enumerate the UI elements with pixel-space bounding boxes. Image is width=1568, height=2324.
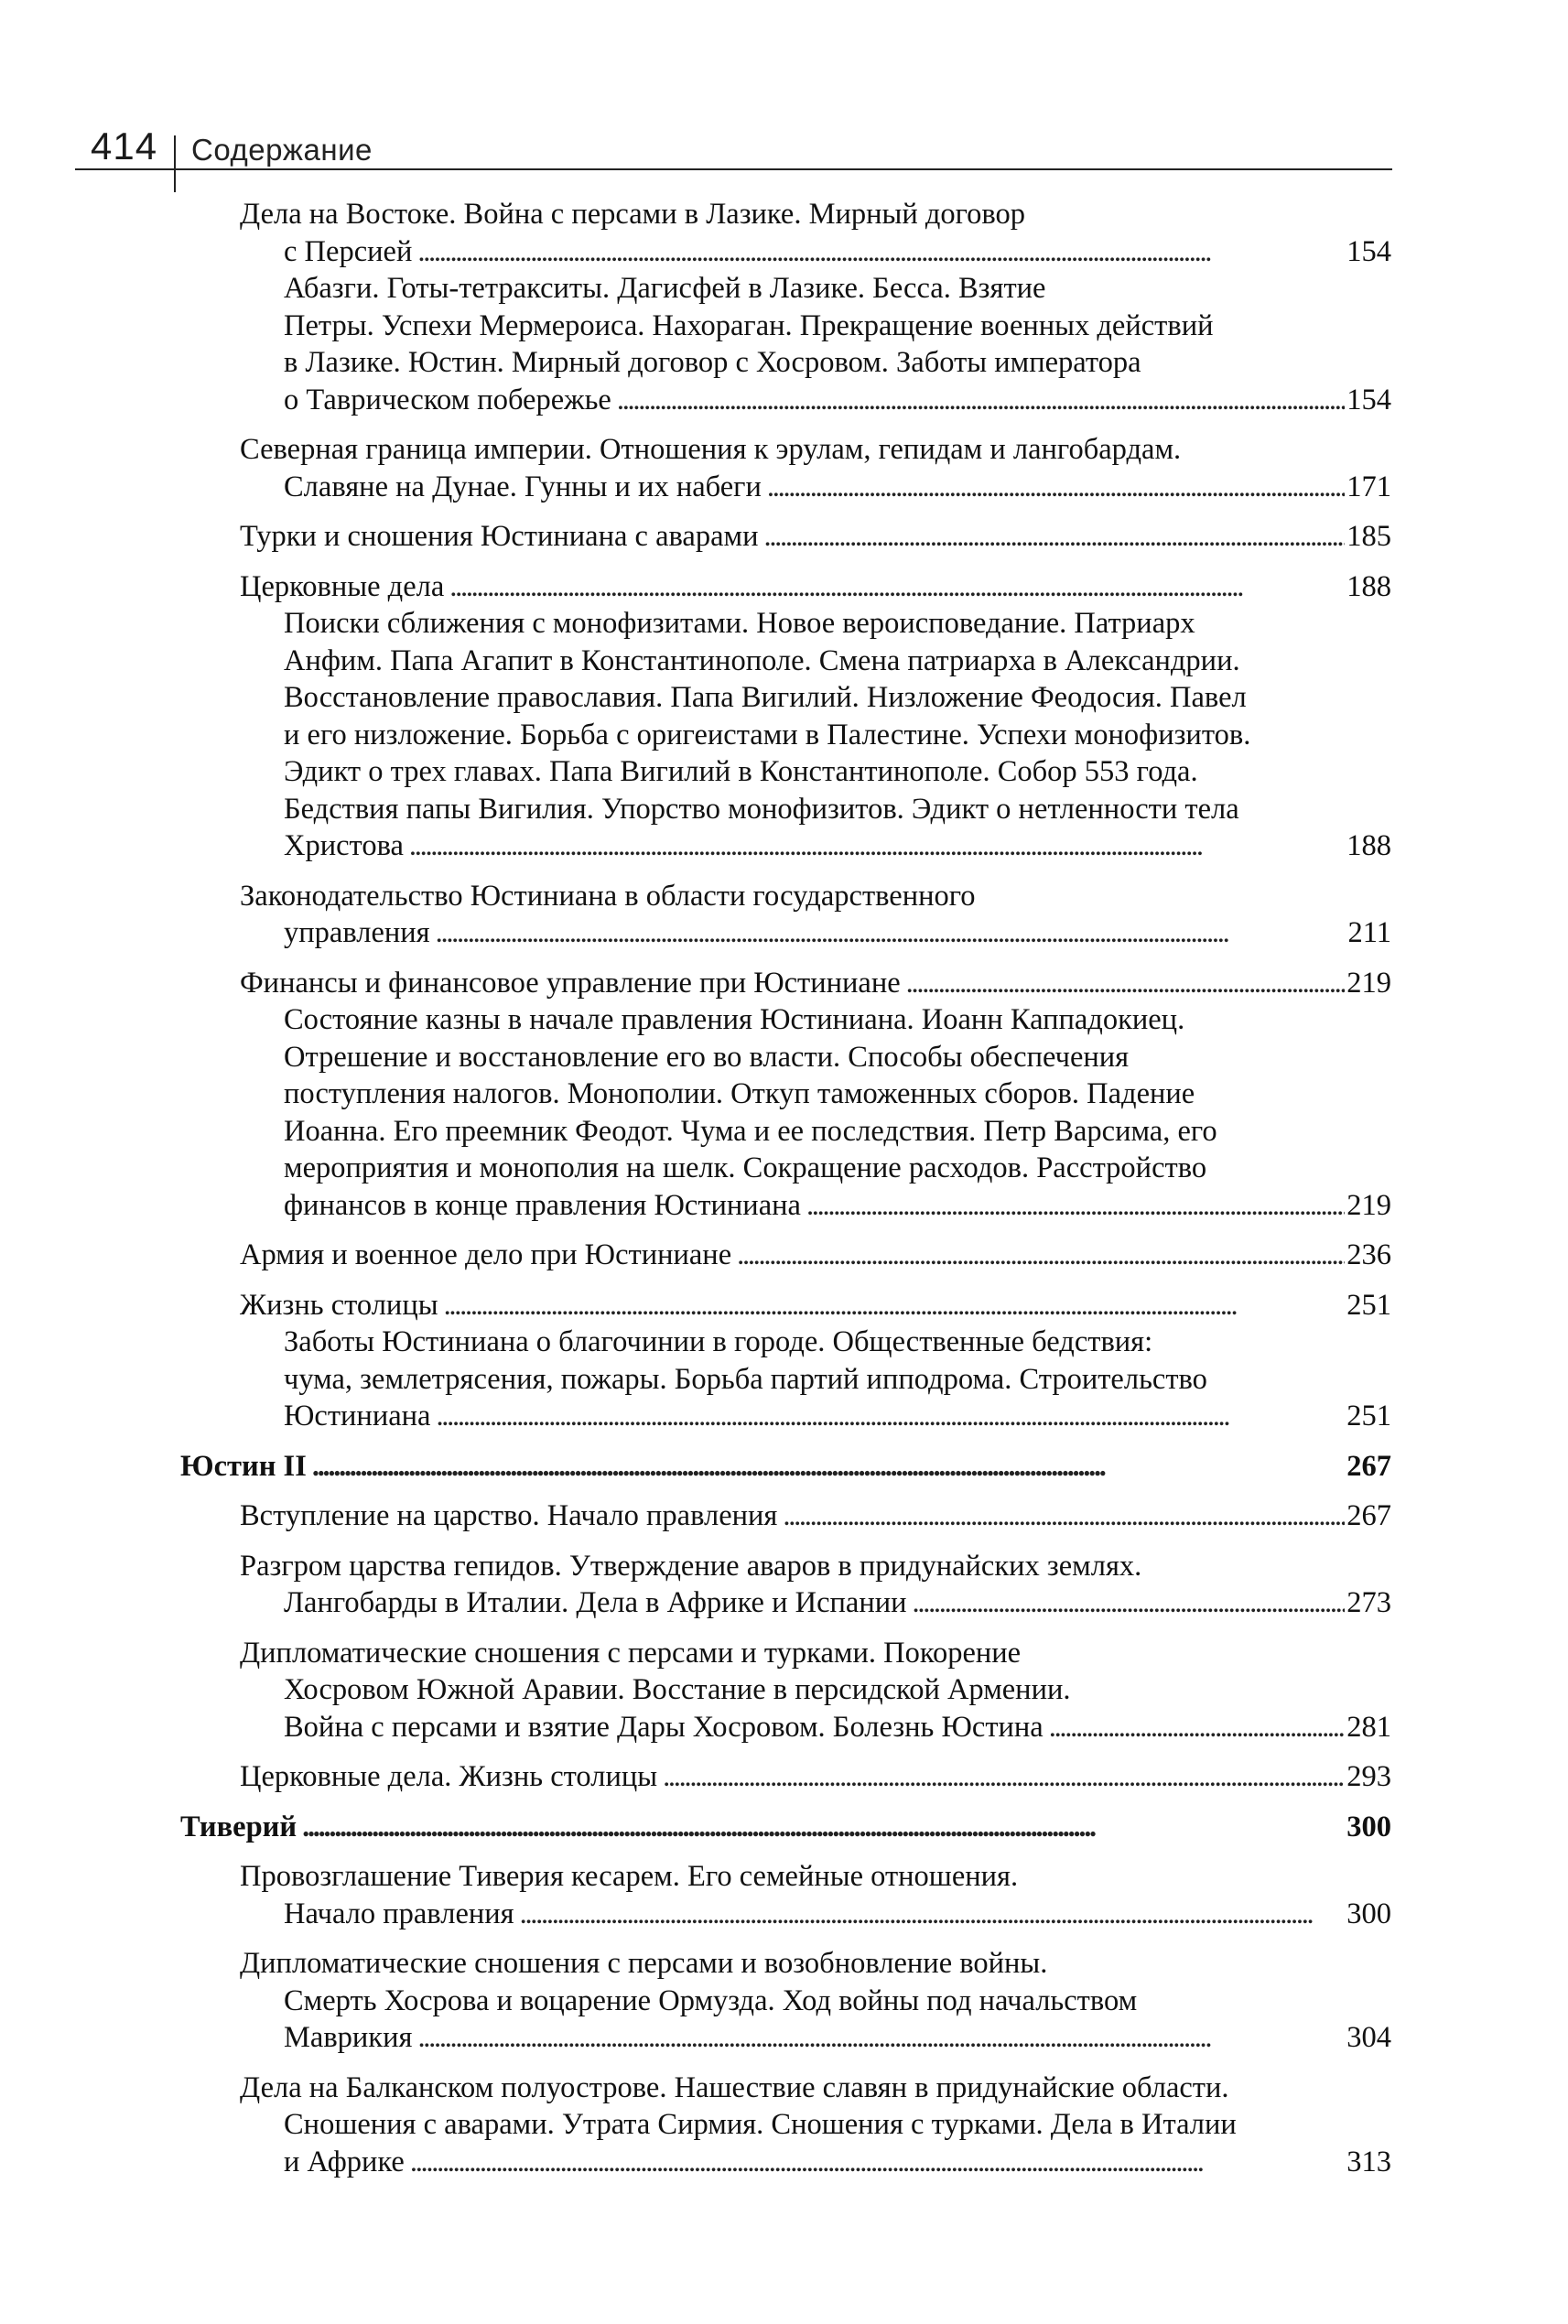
toc-subsection	[240, 270, 1391, 418]
toc-entry-line: чума, землетрясения, пожары. Борьба партий ипподрома. Строительство	[284, 1362, 1207, 1396]
dot-leader	[783, 1497, 1345, 1535]
toc-entry-title: Тиверий	[180, 1810, 297, 1843]
toc-entry-line: Состояние казны в начале правления Юстиниана. Иоанн Каппадокиец.	[284, 1003, 1185, 1036]
toc-entry-title: Маврикия	[284, 2021, 413, 2054]
dot-leader	[737, 1237, 1345, 1274]
toc-entry-line: Дела на Востоке. Война с персами в Лазике. Мирный договор	[240, 198, 1026, 231]
toc-entry-last-line	[240, 1709, 1391, 1746]
toc-entry-title: Христова	[284, 829, 404, 862]
toc-section	[240, 1858, 1391, 1932]
toc-entry-line: Законодательство Юстиниана в области государственного	[240, 879, 976, 913]
toc-entry-last-line	[240, 382, 1391, 419]
toc-page-number: 236	[1346, 1238, 1391, 1271]
toc-entry-last-line	[240, 827, 1391, 865]
toc-section	[240, 1548, 1391, 1622]
toc-entry-title: Война с персами и взятие Дары Хосровом. Болезнь Юстина	[284, 1710, 1044, 1744]
toc-entry-last-line	[240, 914, 1391, 952]
toc-entry-line: Заботы Юстиниана о благочинии в городе. Общественные бедствия:	[284, 1325, 1153, 1358]
toc-entry-title: управления	[284, 916, 430, 949]
toc-entry-line: Смерть Хосрова и воцарение Ормузда. Ход войны под начальством	[284, 1984, 1138, 2017]
page-number: 414	[91, 124, 158, 168]
toc-entry-line: Иоанна. Его преемник Феодот. Чума и ее последствия. Петр Варсима, его	[284, 1114, 1217, 1148]
toc-section	[240, 196, 1391, 270]
page-header	[0, 0, 1568, 211]
dot-leader	[1049, 1709, 1346, 1746]
dot-leader	[444, 1287, 1346, 1324]
toc-entry-title: Церковные дела. Жизнь столицы	[240, 1760, 658, 1793]
toc-entry-last-line	[180, 1448, 1391, 1486]
dot-leader	[520, 1896, 1346, 1933]
toc-entry-title: о Таврическом побережье	[284, 383, 611, 416]
toc-entry-title: Начало правления	[284, 1897, 514, 1930]
toc-entry-last-line	[240, 1896, 1391, 1933]
toc-page-number: 251	[1346, 1400, 1391, 1432]
toc-entry-title: Финансы и финансовое управление при Юстиниане	[240, 966, 901, 1000]
toc-page-number: 188	[1346, 569, 1391, 603]
toc-page-number: 211	[1347, 916, 1391, 949]
toc-page-number: 300	[1346, 1897, 1391, 1930]
toc-page-number: 171	[1346, 470, 1391, 503]
toc-entry-line: Анфим. Папа Агапит в Константинополе. Смена патриарха в Александрии.	[284, 643, 1240, 677]
toc-entry-title: с Персией	[284, 234, 413, 268]
toc-entry-line: Бедствия папы Вигилия. Упорство монофизитов. Эдикт о нетленности тела	[284, 792, 1239, 826]
toc-page-number: 281	[1346, 1710, 1391, 1744]
toc-entry-last-line	[240, 518, 1391, 556]
toc-entry-line: Дипломатические сношения с персами и турками. Покорение	[240, 1636, 1022, 1670]
toc-entry-line: Поиски сближения с монофизитами. Новое вероисповедание. Патриарх	[284, 607, 1195, 640]
toc-section	[240, 1287, 1391, 1324]
toc-entry-title: Лангобарды в Италии. Дела в Африке и Испании	[284, 1586, 907, 1619]
toc-entry-line: Сношения с аварами. Утрата Сирмия. Сношения с турками. Дела в Италии	[284, 2108, 1237, 2141]
toc-entry-line: Восстановление православия. Папа Вигилий. Низложение Феодосия. Павел	[284, 681, 1247, 714]
toc-chapter	[180, 1448, 1391, 1486]
toc-entry-line: и его низложение. Борьба с оригеистами в Палестине. Успехи монофизитов.	[284, 718, 1251, 751]
toc-section	[240, 2070, 1391, 2181]
toc-page-number: 267	[1346, 1499, 1391, 1532]
toc-entry-title: Юстиниана	[284, 1400, 431, 1432]
toc-entry-line: Дипломатические сношения с персами и возобновление войны.	[240, 1947, 1048, 1980]
toc-page-number: 267	[1346, 1449, 1391, 1483]
toc-page-number: 154	[1346, 383, 1391, 416]
toc-entry-line: поступления налогов. Монополии. Откуп таможенных сборов. Падение	[284, 1077, 1195, 1110]
dot-leader	[436, 914, 1346, 952]
toc-page-number: 304	[1346, 2021, 1391, 2054]
toc-section	[240, 568, 1391, 606]
toc-entry-line: Дела на Балканском полуострове. Нашествие славян в придунайские области.	[240, 2070, 1229, 2104]
toc-entry-title: Армия и военное дело при Юстиниане	[240, 1238, 732, 1271]
dot-leader	[913, 1584, 1346, 1622]
dot-leader	[617, 382, 1345, 419]
toc-section	[240, 965, 1391, 1002]
toc-entry-line: Петры. Успехи Мермероиса. Нахораган. Прекращение военных действий	[284, 308, 1214, 342]
toc-page-number: 293	[1346, 1760, 1391, 1793]
toc-chapter	[180, 1809, 1391, 1846]
toc-section	[240, 878, 1391, 952]
toc-entry-title: Турки и сношения Юстиниана с аварами	[240, 520, 759, 553]
toc-entry-line: Северная граница империи. Отношения к эрулам, гепидам и лангобардам.	[240, 433, 1182, 466]
dot-leader	[906, 965, 1346, 1002]
toc-entry-line: Разгром царства гепидов. Утверждение аваров в придунайских землях.	[240, 1549, 1142, 1583]
toc-entry-line: мероприятия и монополия на шелк. Сокращение расходов. Расстройство	[284, 1151, 1207, 1184]
toc-subsection	[240, 1324, 1391, 1435]
toc-entry-title: Жизнь столицы	[240, 1288, 438, 1322]
dot-leader	[312, 1448, 1345, 1486]
toc-entry-last-line	[240, 568, 1391, 606]
toc-entry-last-line	[240, 1398, 1391, 1435]
running-title: Содержание	[191, 133, 373, 167]
toc-section	[240, 1635, 1391, 1746]
dot-leader	[436, 1398, 1345, 1435]
toc-page-number: 219	[1346, 966, 1391, 1000]
toc-entry-line: Хосровом Южной Аравии. Восстание в персидской Армении.	[284, 1673, 1071, 1706]
toc-section	[240, 518, 1391, 556]
toc-entry-last-line	[240, 2144, 1391, 2181]
dot-leader	[763, 518, 1345, 556]
toc-section	[240, 1237, 1391, 1274]
toc-entry-title: Юстин II	[180, 1449, 307, 1483]
toc-page-number: 154	[1346, 234, 1391, 268]
dot-leader	[302, 1809, 1345, 1846]
toc-entry-line: в Лазике. Юстин. Мирный договор с Хосровом. Заботы императора	[284, 346, 1141, 379]
toc-entry-title: Вступление на царство. Начало правления	[240, 1499, 778, 1532]
toc-entry-last-line	[240, 469, 1391, 506]
toc-entry-last-line	[240, 965, 1391, 1002]
toc-entry-title: Славяне на Дунае. Гунны и их набеги	[284, 470, 762, 503]
toc-entry-last-line	[240, 1237, 1391, 1274]
header-rule	[75, 168, 1392, 170]
toc-entry-last-line	[240, 233, 1391, 271]
toc-section	[240, 1945, 1391, 2057]
toc-entry-last-line	[240, 1584, 1391, 1622]
toc-page-number: 188	[1346, 829, 1391, 862]
toc-entry-last-line	[180, 1809, 1391, 1846]
dot-leader	[409, 827, 1345, 865]
toc-section	[240, 1758, 1391, 1796]
toc-entry-line: Эдикт о трех главах. Папа Вигилий в Константинополе. Собор 553 года.	[284, 755, 1198, 788]
header-divider	[174, 135, 176, 192]
toc-entry-last-line	[240, 2019, 1391, 2057]
dot-leader	[767, 469, 1345, 506]
toc-section	[240, 1497, 1391, 1535]
toc-entry-line: Абазги. Готы-тетракситы. Дагисфей в Лазике. Бесса. Взятие	[284, 272, 1046, 305]
dot-leader	[410, 2144, 1345, 2181]
toc-entry-title: Церковные дела	[240, 569, 445, 603]
toc-subsection	[240, 605, 1391, 865]
dot-leader	[417, 233, 1345, 271]
toc-entry-line: Провозглашение Тиверия кесарем. Его семейные отношения.	[240, 1860, 1019, 1893]
toc-page-number: 251	[1346, 1288, 1391, 1322]
toc-entry-line: Отрешение и восстановление его во власти. Способы обеспечения	[284, 1040, 1130, 1074]
toc-page-number: 313	[1346, 2145, 1391, 2178]
dot-leader	[417, 2019, 1345, 2057]
toc-section	[240, 431, 1391, 505]
toc-entry-last-line	[240, 1187, 1391, 1225]
toc-entry-title: и Африке	[284, 2145, 405, 2178]
toc-entry-title: финансов в конце правления Юстиниана	[284, 1188, 801, 1222]
toc-entry-last-line	[240, 1758, 1391, 1796]
toc-entry-last-line	[240, 1287, 1391, 1324]
dot-leader	[663, 1758, 1345, 1796]
dot-leader	[806, 1187, 1345, 1225]
toc-page-number: 300	[1346, 1810, 1391, 1843]
toc-entry-last-line	[240, 1497, 1391, 1535]
toc-page-number: 219	[1346, 1188, 1391, 1222]
toc-subsection	[240, 1001, 1391, 1224]
toc-page-number: 273	[1346, 1586, 1391, 1619]
dot-leader	[449, 568, 1345, 606]
toc-page-number: 185	[1346, 520, 1391, 553]
